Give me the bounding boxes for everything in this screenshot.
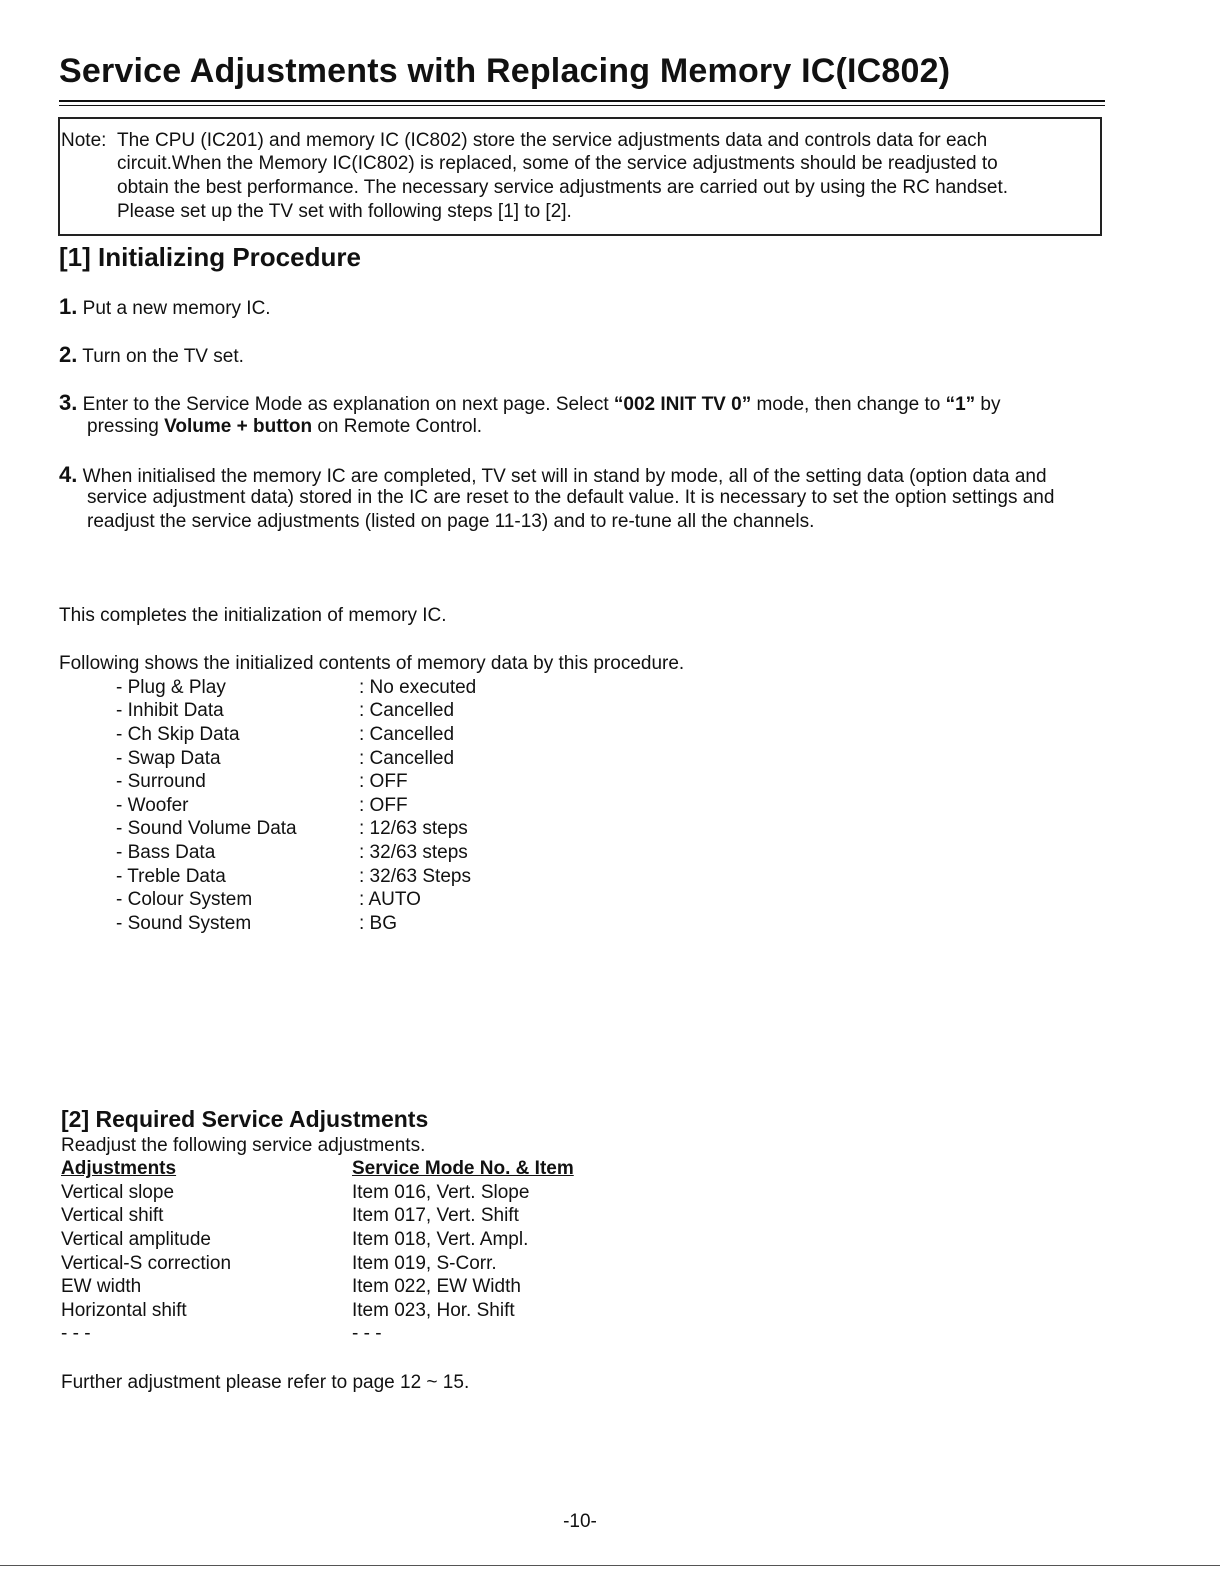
memory-item-name: - Ch Skip Data	[116, 724, 240, 745]
step-text: Turn on the TV set.	[82, 346, 244, 367]
completion-text: This completes the initialization of memory IC.	[59, 605, 447, 626]
memory-item-value: : No executed	[359, 677, 477, 698]
step-4-cont: service adjustment data) stored in the IC are reset to the default value. It is necessary to set the option settings and	[87, 487, 1055, 508]
service-mode-item: Item 023, Hor. Shift	[352, 1300, 515, 1321]
adjustment-name: Vertical slope	[61, 1182, 175, 1203]
memory-item-value: : Cancelled	[359, 724, 455, 745]
memory-item-name: - Sound System	[116, 913, 252, 934]
memory-item-value: : Cancelled	[359, 700, 455, 721]
memory-item-name: - Woofer	[116, 795, 189, 816]
note-label: Note:	[61, 130, 107, 151]
step-text: Put a new memory IC.	[82, 298, 271, 319]
step-text: Enter to the Service Mode as explanation on next page. Select	[82, 394, 614, 415]
memory-item-name: - Colour System	[116, 889, 253, 910]
service-mode-item: Item 022, EW Width	[352, 1276, 521, 1297]
step-3-cont	[87, 416, 482, 438]
note-line: Please set up the TV set with following steps [1] to [2].	[117, 201, 572, 222]
memory-item-value: : BG	[359, 913, 398, 934]
memory-item-name: - Inhibit Data	[116, 700, 224, 721]
memory-item-value: : 32/63 Steps	[359, 866, 471, 887]
service-mode-item: Item 017, Vert. Shift	[352, 1205, 519, 1226]
step-number: 3.	[59, 390, 78, 415]
step-4	[59, 462, 1047, 488]
title-rule-thin	[59, 105, 1105, 106]
mode-code: “002 INIT TV 0”	[613, 394, 752, 415]
step-1	[59, 294, 271, 320]
page-title: Service Adjustments with Replacing Memory IC(IC802)	[59, 52, 951, 90]
adjustments-header: Adjustments	[61, 1158, 177, 1179]
note-line: The CPU (IC201) and memory IC (IC802) store the service adjustments data and controls data for each	[117, 130, 988, 151]
memory-item-name: - Swap Data	[116, 748, 221, 769]
section2-heading: [2] Required Service Adjustments	[61, 1106, 429, 1132]
page-number: -10-	[563, 1511, 597, 1532]
step-4-cont: readjust the service adjustments (listed on page 11-13) and to re-tune all the channels.	[87, 511, 815, 532]
memory-intro: Following shows the initialized contents of memory data by this procedure.	[59, 653, 685, 674]
service-mode-header: Service Mode No. & Item	[352, 1158, 574, 1179]
section2-intro: Readjust the following service adjustments.	[61, 1135, 426, 1156]
step-2	[59, 342, 244, 368]
service-mode-item: Item 019, S-Corr.	[352, 1253, 497, 1274]
page-bottom-line	[0, 1565, 1220, 1566]
adjustment-name: Vertical-S correction	[61, 1253, 232, 1274]
step-text: mode, then change to	[751, 394, 946, 415]
step-text: by	[975, 394, 1001, 415]
section1-heading: [1] Initializing Procedure	[59, 242, 361, 272]
memory-item-value: : Cancelled	[359, 748, 455, 769]
service-mode-item: Item 018, Vert. Ampl.	[352, 1229, 529, 1250]
step-number: 1.	[59, 294, 78, 319]
step-3	[59, 390, 1001, 416]
memory-item-value: : OFF	[359, 795, 408, 816]
memory-item-value: : AUTO	[359, 889, 421, 910]
further-reference: Further adjustment please refer to page 12 ~ 15.	[61, 1372, 470, 1393]
step-text: pressing	[87, 416, 165, 437]
service-mode-item: Item 016, Vert. Slope	[352, 1182, 530, 1203]
memory-item-name: - Treble Data	[116, 866, 226, 887]
title-rule-thick	[59, 100, 1105, 102]
adjustment-name: Vertical shift	[61, 1205, 164, 1226]
button-name: Volume + button	[164, 416, 313, 437]
memory-item-name: - Bass Data	[116, 842, 216, 863]
memory-item-name: - Plug & Play	[116, 677, 226, 698]
service-mode-item: - - -	[352, 1323, 382, 1344]
mode-value: “1”	[945, 394, 976, 415]
adjustment-name: Horizontal shift	[61, 1300, 187, 1321]
memory-item-value: : OFF	[359, 771, 408, 792]
step-number: 4.	[59, 462, 78, 487]
step-text: on Remote Control.	[312, 416, 483, 437]
note-line: circuit.When the Memory IC(IC802) is replaced, some of the service adjustments should be readjusted to	[117, 153, 998, 174]
memory-item-name: - Sound Volume Data	[116, 818, 297, 839]
step-text: When initialised the memory IC are completed, TV set will in stand by mode, all of the setting data (option data and	[82, 466, 1047, 487]
adjustment-name: Vertical amplitude	[61, 1229, 211, 1250]
adjustment-name: - - -	[61, 1323, 91, 1344]
memory-item-name: - Surround	[116, 771, 206, 792]
step-number: 2.	[59, 342, 78, 367]
note-line: obtain the best performance. The necessary service adjustments are carried out by using the RC handset.	[117, 177, 1009, 198]
adjustment-name: EW width	[61, 1276, 142, 1297]
memory-item-value: : 32/63 steps	[359, 842, 468, 863]
memory-item-value: : 12/63 steps	[359, 818, 468, 839]
